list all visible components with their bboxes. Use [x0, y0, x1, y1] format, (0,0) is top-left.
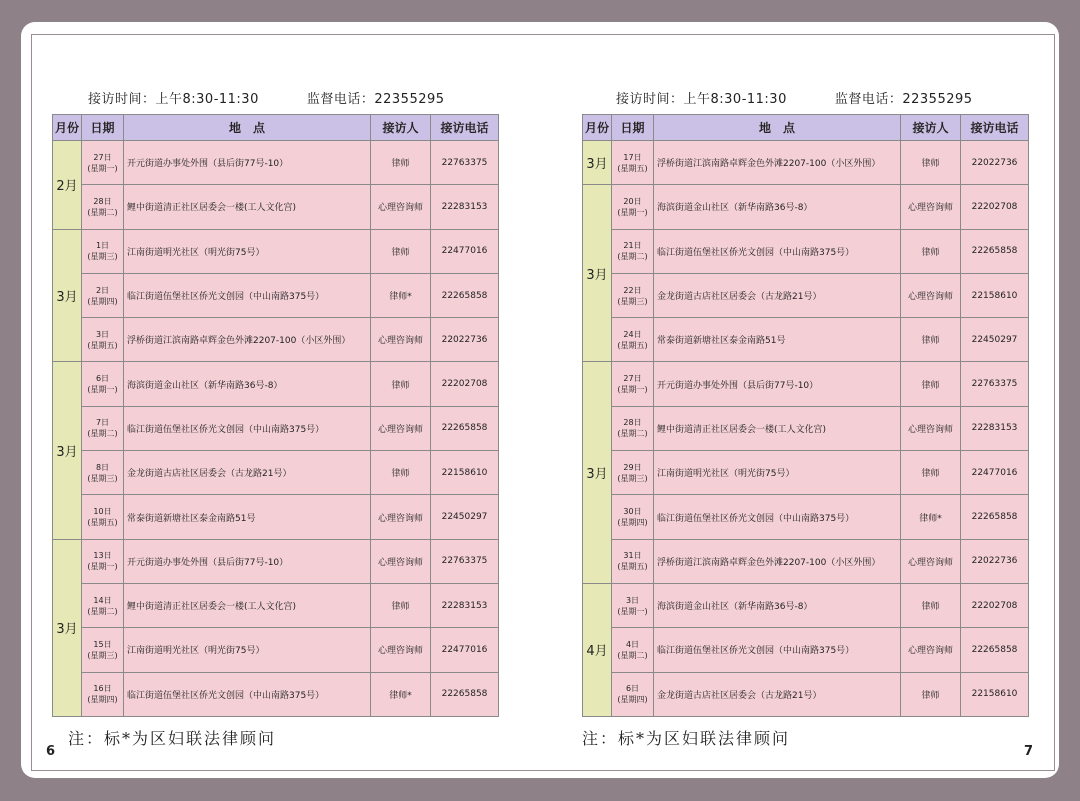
location-cell: 常泰街道新塘社区泰金南路51号: [124, 495, 371, 539]
date-day: 7日: [95, 418, 110, 428]
receiver-cell: 心理咨询师: [371, 495, 431, 539]
phone-cell: 22158610: [961, 273, 1029, 317]
column-header: 地 点: [654, 115, 901, 141]
table-row: [583, 672, 1029, 716]
date-day: 27日: [623, 374, 642, 384]
date-cell: [82, 451, 124, 495]
receiver-cell: 心理咨询师: [901, 406, 961, 450]
table-row: [53, 362, 499, 406]
table-row: [583, 273, 1029, 317]
location-cell: 临江街道伍堡社区侨光文创园（中山南路375号）: [124, 672, 371, 716]
date-weekday: (星期二): [617, 252, 648, 262]
phone-cell: 22283153: [961, 406, 1029, 450]
table-row: [53, 229, 499, 273]
receiver-cell: 心理咨询师: [901, 273, 961, 317]
receiver-cell: 律师: [901, 141, 961, 185]
table-row: [583, 141, 1029, 185]
phone-cell: 22022736: [961, 539, 1029, 583]
page-number: 7: [1024, 744, 1034, 759]
receiver-cell: 律师: [371, 141, 431, 185]
date-cell: [82, 672, 124, 716]
location-cell: 临江街道伍堡社区侨光文创园（中山南路375号）: [124, 406, 371, 450]
location-cell: 海滨街道金山社区（新华南路36号-8）: [124, 362, 371, 406]
receiver-cell: 律师*: [371, 273, 431, 317]
reception-time: 接访时间：上午8:30-11:30: [88, 92, 259, 107]
month-cell: 3月: [53, 362, 82, 539]
schedule-header: [88, 88, 445, 107]
date-weekday: (星期五): [617, 340, 648, 350]
date-day: 8日: [95, 462, 110, 472]
date-weekday: (星期五): [87, 340, 118, 350]
table-row: [583, 318, 1029, 362]
location-cell: 常泰街道新塘社区泰金南路51号: [654, 318, 901, 362]
date-cell: [612, 406, 654, 450]
supervision-phone: 监督电话：22355295: [834, 92, 973, 107]
phone-cell: 22022736: [431, 318, 499, 362]
table-row: [583, 362, 1029, 406]
location-cell: 海滨街道金山社区（新华南路36号-8）: [654, 185, 901, 229]
month-cell: 3月: [53, 539, 82, 716]
date-weekday: (星期二): [87, 207, 118, 217]
date-weekday: (星期三): [87, 650, 118, 660]
date-cell: [612, 229, 654, 273]
location-cell: 金龙街道古店社区居委会（古龙路21号）: [654, 672, 901, 716]
date-day: 17日: [623, 152, 642, 162]
table-header-row: [53, 115, 499, 141]
date-day: 27日: [93, 152, 112, 162]
column-header: 接访电话: [961, 115, 1029, 141]
date-day: 30日: [623, 507, 642, 517]
date-weekday: (星期四): [617, 695, 648, 705]
date-day: 16日: [93, 684, 112, 694]
receiver-cell: 心理咨询师: [371, 185, 431, 229]
phone-cell: 22022736: [961, 141, 1029, 185]
date-cell: [612, 318, 654, 362]
receiver-cell: 心理咨询师: [371, 628, 431, 672]
date-day: 15日: [93, 639, 112, 649]
date-cell: [612, 628, 654, 672]
location-cell: 金龙街道古店社区居委会（古龙路21号）: [654, 273, 901, 317]
table-row: [53, 273, 499, 317]
column-header: 月份: [53, 115, 82, 141]
phone-cell: 22265858: [961, 495, 1029, 539]
receiver-cell: 律师: [901, 672, 961, 716]
table-row: [53, 628, 499, 672]
date-weekday: (星期三): [87, 252, 118, 262]
receiver-cell: 心理咨询师: [901, 628, 961, 672]
date-cell: [82, 185, 124, 229]
receiver-cell: 律师: [901, 583, 961, 627]
date-cell: [82, 539, 124, 583]
date-day: 29日: [623, 462, 642, 472]
table-row: [53, 451, 499, 495]
location-cell: 江南街道明光社区（明光街75号）: [654, 451, 901, 495]
date-weekday: (星期二): [617, 429, 648, 439]
date-cell: [612, 539, 654, 583]
table-row: [53, 318, 499, 362]
location-cell: 海滨街道金山社区（新华南路36号-8）: [654, 583, 901, 627]
phone-cell: 22265858: [961, 229, 1029, 273]
receiver-cell: 律师: [901, 318, 961, 362]
date-weekday: (星期三): [617, 296, 648, 306]
date-cell: [82, 583, 124, 627]
receiver-cell: 律师: [371, 229, 431, 273]
date-weekday: (星期一): [87, 562, 118, 572]
location-cell: 临江街道伍堡社区侨光文创园（中山南路375号）: [654, 229, 901, 273]
location-cell: 开元街道办事处外围（县后街77号-10）: [124, 539, 371, 583]
location-cell: 鲤中街道清正社区居委会一楼(工人文化宫): [654, 406, 901, 450]
location-cell: 江南街道明光社区（明光街75号）: [124, 229, 371, 273]
month-cell: 2月: [53, 141, 82, 230]
location-cell: 临江街道伍堡社区侨光文创园（中山南路375号）: [124, 273, 371, 317]
location-cell: 浮桥街道江滨南路卓辉金色外滩2207-100（小区外围）: [654, 539, 901, 583]
phone-cell: 22283153: [431, 583, 499, 627]
date-cell: [612, 362, 654, 406]
phone-cell: 22763375: [961, 362, 1029, 406]
date-cell: [82, 362, 124, 406]
date-day: 28日: [623, 418, 642, 428]
phone-cell: 22283153: [431, 185, 499, 229]
location-cell: 开元街道办事处外围（县后街77号-10）: [654, 362, 901, 406]
table-body: [583, 141, 1029, 717]
table-row: [583, 185, 1029, 229]
month-cell: 3月: [583, 185, 612, 362]
date-cell: [82, 628, 124, 672]
phone-cell: 22450297: [431, 495, 499, 539]
receiver-cell: 心理咨询师: [371, 539, 431, 583]
footnote: 注：标*为区妇联法律顾问: [68, 729, 277, 748]
date-day: 31日: [623, 551, 642, 561]
date-weekday: (星期五): [87, 518, 118, 528]
date-weekday: (星期四): [87, 296, 118, 306]
month-cell: 4月: [583, 583, 612, 716]
table-row: [583, 406, 1029, 450]
receiver-cell: 心理咨询师: [901, 539, 961, 583]
date-weekday: (星期三): [617, 473, 648, 483]
location-cell: 临江街道伍堡社区侨光文创园（中山南路375号）: [654, 495, 901, 539]
date-weekday: (星期三): [87, 473, 118, 483]
phone-cell: 22477016: [961, 451, 1029, 495]
date-cell: [612, 451, 654, 495]
page-number: 6: [46, 744, 56, 759]
reception-time: 接访时间：上午8:30-11:30: [616, 92, 787, 107]
table-row: [583, 583, 1029, 627]
receiver-cell: 心理咨询师: [371, 318, 431, 362]
date-cell: [82, 495, 124, 539]
month-cell: 3月: [53, 229, 82, 362]
date-weekday: (星期二): [617, 650, 648, 660]
schedule-table: [582, 114, 1029, 717]
phone-cell: 22477016: [431, 628, 499, 672]
receiver-cell: 律师: [371, 451, 431, 495]
date-day: 6日: [95, 374, 110, 384]
date-day: 2日: [95, 285, 110, 295]
location-cell: 鲤中街道清正社区居委会一楼(工人文化宫): [124, 583, 371, 627]
receiver-cell: 律师: [901, 229, 961, 273]
footnote: 注：标*为区妇联法律顾问: [582, 729, 791, 748]
schedule-header: [616, 88, 973, 107]
phone-cell: 22202708: [431, 362, 499, 406]
phone-cell: 22265858: [431, 672, 499, 716]
date-day: 3日: [625, 595, 640, 605]
date-weekday: (星期二): [87, 429, 118, 439]
column-header: 日期: [82, 115, 124, 141]
receiver-cell: 律师: [901, 362, 961, 406]
date-day: 6日: [625, 684, 640, 694]
date-weekday: (星期五): [617, 562, 648, 572]
table-row: [53, 406, 499, 450]
date-cell: [612, 185, 654, 229]
receiver-cell: 心理咨询师: [371, 406, 431, 450]
column-header: 日期: [612, 115, 654, 141]
table-row: [53, 583, 499, 627]
date-day: 13日: [93, 551, 112, 561]
table-row: [583, 539, 1029, 583]
location-cell: 浮桥街道江滨南路卓辉金色外滩2207-100（小区外围）: [654, 141, 901, 185]
date-day: 1日: [95, 241, 110, 251]
phone-cell: 22158610: [431, 451, 499, 495]
location-cell: 开元街道办事处外围（县后街77号-10）: [124, 141, 371, 185]
date-weekday: (星期二): [87, 606, 118, 616]
month-cell: 3月: [583, 141, 612, 185]
date-cell: [612, 141, 654, 185]
date-weekday: (星期四): [617, 518, 648, 528]
date-cell: [82, 406, 124, 450]
receiver-cell: 律师: [371, 583, 431, 627]
date-cell: [82, 273, 124, 317]
table-row: [53, 185, 499, 229]
phone-cell: 22202708: [961, 583, 1029, 627]
date-weekday: (星期一): [617, 606, 648, 616]
column-header: 接访人: [901, 115, 961, 141]
phone-cell: 22763375: [431, 539, 499, 583]
supervision-phone: 监督电话：22355295: [306, 92, 445, 107]
date-weekday: (星期五): [617, 163, 648, 173]
date-weekday: (星期一): [87, 385, 118, 395]
date-cell: [82, 141, 124, 185]
date-cell: [612, 273, 654, 317]
date-cell: [612, 583, 654, 627]
phone-cell: 22265858: [961, 628, 1029, 672]
location-cell: 浮桥街道江滨南路卓辉金色外滩2207-100（小区外围）: [124, 318, 371, 362]
column-header: 接访电话: [431, 115, 499, 141]
phone-cell: 22202708: [961, 185, 1029, 229]
date-weekday: (星期四): [87, 695, 118, 705]
receiver-cell: 律师*: [371, 672, 431, 716]
column-header: 地 点: [124, 115, 371, 141]
date-day: 3日: [95, 329, 110, 339]
receiver-cell: 律师: [901, 451, 961, 495]
date-weekday: (星期一): [617, 207, 648, 217]
table-row: [53, 495, 499, 539]
table-row: [583, 495, 1029, 539]
location-cell: 鲤中街道清正社区居委会一楼(工人文化宫): [124, 185, 371, 229]
phone-cell: 22265858: [431, 273, 499, 317]
receiver-cell: 律师*: [901, 495, 961, 539]
table-row: [583, 229, 1029, 273]
column-header: 月份: [583, 115, 612, 141]
date-day: 4日: [625, 639, 640, 649]
table-body: [53, 141, 499, 717]
table-row: [583, 628, 1029, 672]
date-day: 14日: [93, 595, 112, 605]
phone-cell: 22158610: [961, 672, 1029, 716]
date-cell: [612, 495, 654, 539]
date-cell: [82, 318, 124, 362]
phone-cell: 22477016: [431, 229, 499, 273]
date-day: 28日: [93, 196, 112, 206]
date-day: 10日: [93, 507, 112, 517]
table-row: [583, 451, 1029, 495]
location-cell: 江南街道明光社区（明光街75号）: [124, 628, 371, 672]
table-header-row: [583, 115, 1029, 141]
phone-cell: 22450297: [961, 318, 1029, 362]
date-day: 22日: [623, 285, 642, 295]
location-cell: 金龙街道古店社区居委会（古龙路21号）: [124, 451, 371, 495]
table-row: [53, 672, 499, 716]
receiver-cell: 律师: [371, 362, 431, 406]
phone-cell: 22265858: [431, 406, 499, 450]
date-day: 24日: [623, 329, 642, 339]
date-weekday: (星期一): [617, 385, 648, 395]
column-header: 接访人: [371, 115, 431, 141]
receiver-cell: 心理咨询师: [901, 185, 961, 229]
table-row: [53, 141, 499, 185]
table-row: [53, 539, 499, 583]
schedule-table: [52, 114, 499, 717]
date-weekday: (星期一): [87, 163, 118, 173]
date-cell: [82, 229, 124, 273]
date-cell: [612, 672, 654, 716]
location-cell: 临江街道伍堡社区侨光文创园（中山南路375号）: [654, 628, 901, 672]
phone-cell: 22763375: [431, 141, 499, 185]
date-day: 20日: [623, 196, 642, 206]
date-day: 21日: [623, 241, 642, 251]
month-cell: 3月: [583, 362, 612, 583]
